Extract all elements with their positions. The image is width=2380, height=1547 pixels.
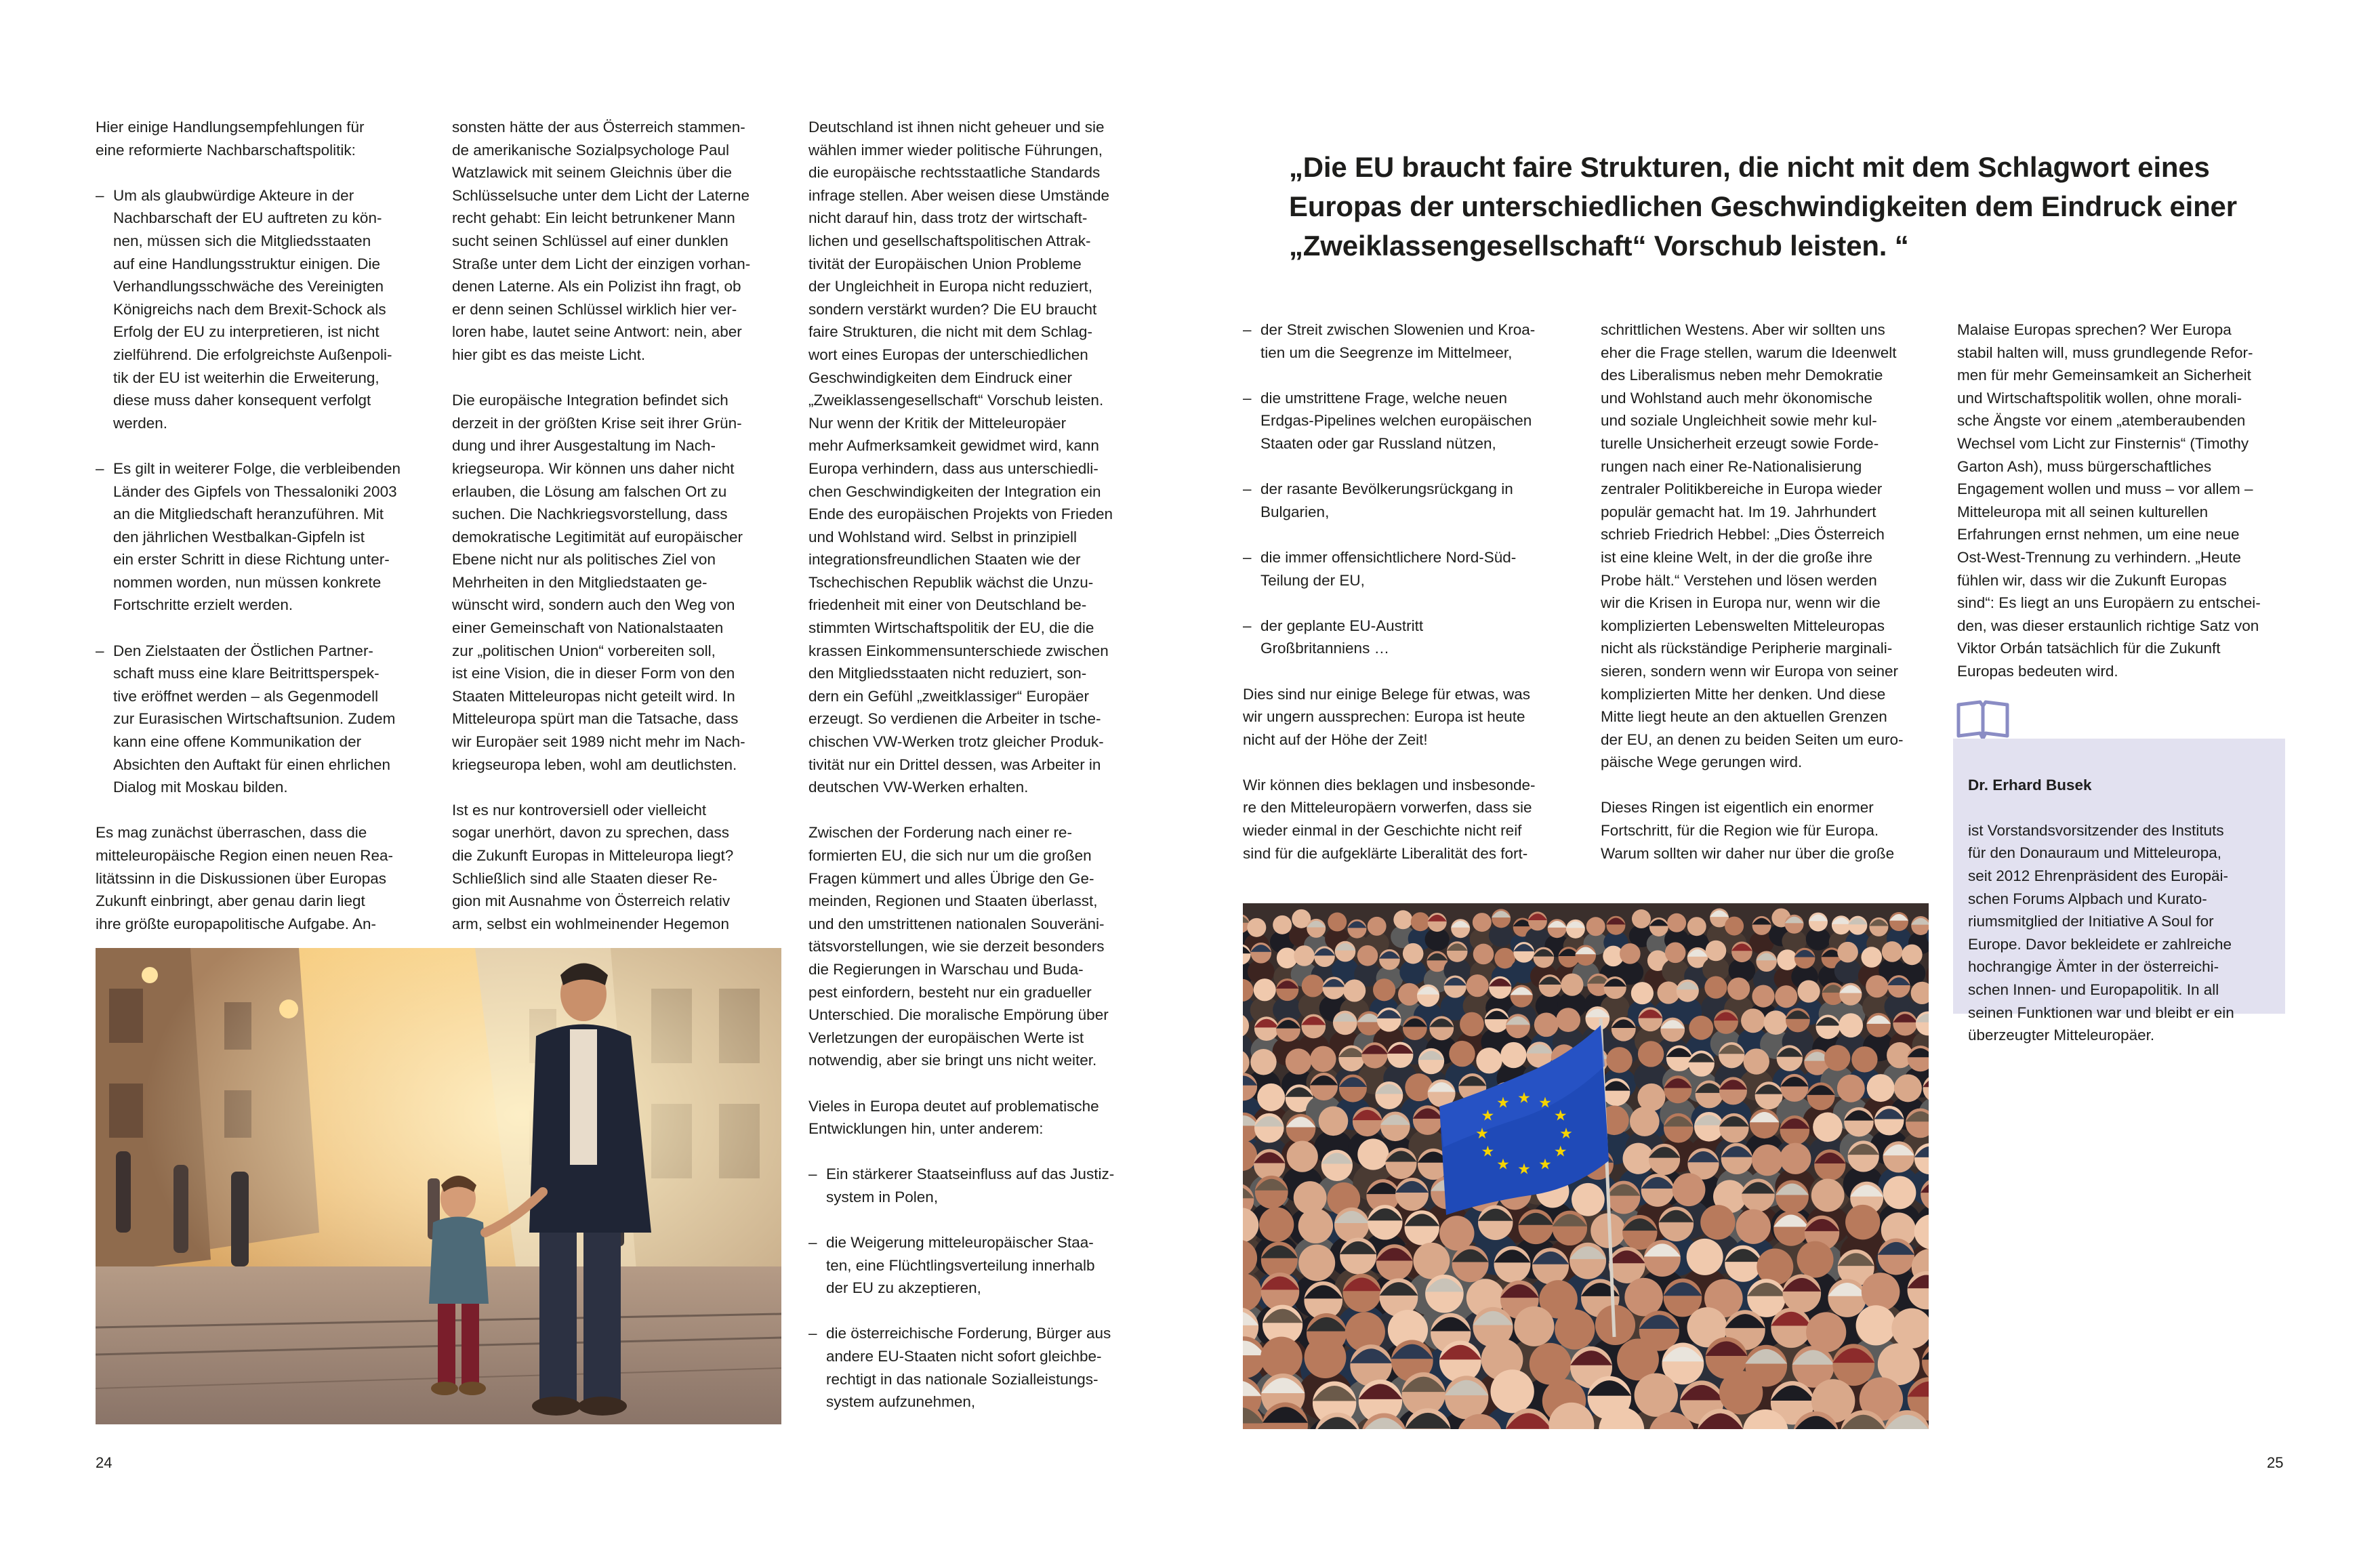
- author-info-box: [1953, 739, 2285, 1044]
- author-bio: ist Vorstandsvorsitzender des Instituts für den Donauraum und Mitteleuropa, seit 2012 Ehrenpräsident des Europäi- schen Forums Alpbach und Kurato- riumsmitglied der Initiative A Soul for Europe. Davor bekleidete er zahlreiche hochrangige Ämter in der österreichi- schen Innen- und Europapolitik. In all seinen Funktionen war und bleibt er ein überzeugter Mitteleuropäer.: [1968, 821, 2234, 1044]
- paragraph: Ist es nur kontroversiell oder vielleicht sogar unerhört, davon zu sprechen, dass die Zukunft Europas in Mitteleuropa liegt? Schließlich sind alle Staaten dieser Re- gion mit Ausnahme von Österreich relativ arm, selbst ein wohlmeinender Hegemon: [452, 801, 734, 932]
- list-item: – Den Zielstaaten der Östlichen Partner- schaft muss eine klare Beitrittsperspek- tive eröffnet werden – als Gegenmodell zur Eurasischen Wirtschaftsunion. Zudem kann eine offene Kommunikation der Absichten den Auftakt für einen ehrlichen Dialog mit Moskau bilden.: [96, 640, 434, 799]
- paragraph: Hier einige Handlungsempfehlungen für eine reformierte Nachbarschaftspolitik:: [96, 119, 365, 159]
- left-column-2: [452, 116, 791, 935]
- svg-text:★: ★: [1553, 1143, 1567, 1161]
- paragraph: Zwischen der Forderung nach einer re- formierten EU, die sich nur um die großen Fragen kümmert und alles Übrige den Ge- meinden, Regionen und Staaten überlasst, und den umstrittenen nationalen Souveräni- tätsvorstellungen, wie sie derzeit besonders die Regierungen in Warschau und Buda- pest einfordern, besteht nur ein gradueller Unterschied. Die moralische Empörung über Verletzungen der europäischen Werte ist notwendig, aber sie bringt uns nicht weiter.: [808, 824, 1109, 1069]
- page-number: 25: [2267, 1454, 2284, 1471]
- development-list: [808, 1163, 1147, 1414]
- right-page: [1190, 0, 2380, 1547]
- left-column-1: [96, 116, 434, 935]
- paragraph: Dieses Ringen ist eigentlich ein enormer Fortschritt, für die Region wie für Europa. Warum sollten wir daher nur über die große: [1601, 799, 1895, 862]
- list-item: – Ein stärkerer Staatseinfluss auf das Justiz- system in Polen,: [808, 1163, 1147, 1208]
- photo-crowd-eu-flag: [1243, 903, 1929, 1429]
- pull-quote: „Die EU braucht faire Strukturen, die nicht mit dem Schlagwort eines Europas der unterschiedlichen Geschwindigkeiten dem Eindruck einer „Zweiklassengesellschaft“ Vorschub leisten. “: [1289, 151, 2237, 262]
- paragraph: Es mag zunächst überraschen, dass die mitteleuropäische Region einen neuen Rea- litätssinn in die Diskussionen über Europas Zukunft einbringt, aber genau darin liegt ihre größte europapolitische Aufgabe. An-: [96, 824, 394, 932]
- list-item: – die umstrittene Frage, welche neuen Erdgas-Pipelines welchen europäischen Staaten oder gar Russland nützen,: [1243, 387, 1582, 455]
- page-number: 24: [96, 1454, 112, 1471]
- svg-text:★: ★: [1496, 1094, 1510, 1112]
- list-item: – der Streit zwischen Slowenien und Kroa- tien um die Seegrenze im Mittelmeer,: [1243, 318, 1582, 364]
- photo-father-and-son: [96, 948, 781, 1424]
- svg-text:★: ★: [1517, 1090, 1531, 1107]
- list-item: – die Weigerung mitteleuropäischer Staa- ten, eine Flüchtlingsverteilung innerhalb der EU zu akzeptieren,: [808, 1231, 1147, 1300]
- paragraph: Malaise Europas sprechen? Wer Europa stabil halten will, muss grundlegende Refor- men für mehr Gemeinsamkeit an Sicherheit und Wirtschaftspolitik wollen, ohne morali- sche Ängste vor einem „atemberaubenden Wechsel vom Licht zur Finsternis“ (Timothy Garton Ash), muss bürgerschaftliches Engagement wollen und muss – vor allem – Mitteleuropa mit all seinen kulturellen Erfahrungen ernst nehmen, um eine neue Ost-West-Trennung zu verhindern. „Heute fühlen wir, dass wir die Zukunft Europas sind“: Es liegt an uns Europäern zu entschei- den, was dieser erstaunlich richtige Satz von Viktor Orbán tatsächlich für die Zukunft Europas bedeuten wird.: [1957, 321, 2261, 680]
- right-column-2: [1601, 318, 1940, 865]
- development-list-continued: [1243, 318, 1582, 660]
- paragraph: Wir können dies beklagen und insbesonde- re den Mitteleuropäern vorwerfen, dass sie wieder einmal in der Geschichte nicht reif sind für die aufgeklärte Liberalität des fort-: [1243, 776, 1536, 862]
- svg-text:★: ★: [1559, 1126, 1573, 1142]
- left-column-3: [808, 116, 1147, 1436]
- svg-text:★: ★: [1496, 1156, 1510, 1174]
- svg-text:★: ★: [1517, 1161, 1531, 1178]
- paragraph: Dies sind nur einige Belege für etwas, was wir ungern aussprechen: Europa ist heute nicht auf der Höhe der Zeit!: [1243, 685, 1530, 748]
- list-item: – Um als glaubwürdige Akteure in der Nachbarschaft der EU auftreten zu kön- nen, müssen sich die Mitgliedsstaaten auf eine Handlungsstruktur einigen. Die Verhandlungsschwäche des Vereinigten Königreichs nach dem Brexit-Schock als Erfolg der EU zu interpretieren, ist nicht zielführend. Die erfolgreichste Außenpoli- tik der EU ist weiterhin die Erweiterung, diese muss daher konsequent verfolgt werden.: [96, 184, 434, 435]
- list-item: – der geplante EU-Austritt Großbritanniens …: [1243, 615, 1582, 660]
- paragraph: Die europäische Integration befindet sich derzeit in der größten Krise seit ihrer Grün- dung und ihrer Ausgestaltung im Nach- kriegseuropa. Wir können uns daher nicht erlauben, die Lösung am falschen Ort zu suchen. Die Nachkriegsvorstellung, dass demokratische Legitimität auf europäischer Ebene nicht nur als politisches Ziel von Mehrheiten in den Mitgliedstaaten ge- wünscht wird, sondern auch den Weg von einer Gemeinschaft von Nationalstaaten zur „politischen Union“ vorbereiten soll, ist eine Vision, die in dieser Form von den Staaten Mitteleuropas nicht geteilt wird. In Mitteleuropa spürt man die Tatsache, dass wir Europäer seit 1989 nicht mehr im Nach- kriegseuropa leben, wohl am deutlichsten.: [452, 392, 745, 773]
- paragraph: Deutschland ist ihnen nicht geheuer und sie wählen immer wieder politische Führungen, die europäische rechtsstaatliche Standards infrage stellen. Aber weisen diese Umstände nicht darauf hin, dass trotz der wirtschaft- lichen und gesellschaftspolitischen Attrak- tivität der Europäischen Union Probleme der Ungleichheit in Europa nicht reduziert, sondern verstärkt wurden? Die EU braucht faire Strukturen, die nicht mit dem Schlag- wort eines Europas der unterschiedlichen Geschwindigkeiten dem Eindruck einer „Zweiklassengesellschaft“ Vorschub leisten. Nur wenn der Kritik der Mitteleuropäer mehr Aufmerksamkeit gewidmet wird, kann Europa verhindern, dass aus unterschiedli- chen Geschwindigkeiten der Integration ein Ende des europäischen Projekts von Frieden und Wohlstand wird. Selbst in prinzipiell integrationsfreundlichen Staaten wie der Tschechischen Republik wächst die Unzu- friedenheit mit einer von Deutschland be- stimmten Wirtschaftspolitik der EU, die die krassen Einkommensunterschiede zwischen den Mitgliedsstaaten nicht reduziert, son- dern ein Gefühl „zweitklassiger“ Europäer erzeugt. So verdienen die Arbeiter in tsche- chischen VW-Werken trotz gleicher Produk- tivität nur ein Drittel dessen, was Arbeiter in deutschen VW-Werken erhalten.: [808, 119, 1113, 796]
- svg-text:★: ★: [1481, 1143, 1495, 1161]
- svg-text:★: ★: [1475, 1126, 1489, 1142]
- paragraph: sonsten hätte der aus Österreich stammen- de amerikanische Sozialpsychologe Paul Watzlawick mit seinem Gleichnis über die Schlüsselsuche unter dem Licht der Laterne recht gehabt: Ein leicht betrunkener Mann sucht seinen Schlüssel auf einer dunklen Straße unter dem Licht der einzigen vorhan- denen Laterne. Als ein Polizist ihn fragt, ob er denn seinen Schlüssel wirklich hier ver- loren habe, lautet seine Antwort: nein, aber hier gibt es das meiste Licht.: [452, 119, 751, 363]
- list-item: – die österreichische Forderung, Bürger aus andere EU-Staaten nicht sofort gleichbe- rechtigt in das nationale Sozialleistungs- system aufzunehmen,: [808, 1322, 1147, 1413]
- list-item: – der rasante Bevölkerungsrückgang in Bulgarien,: [1243, 478, 1582, 523]
- open-book-icon: [1954, 699, 2011, 741]
- svg-text:★: ★: [1538, 1094, 1552, 1112]
- right-column-3: [1957, 318, 2296, 683]
- svg-text:★: ★: [1481, 1107, 1495, 1125]
- author-name: Dr. Erhard Busek: [1968, 776, 2092, 793]
- list-item: – Es gilt in weiterer Folge, die verbleibenden Länder des Gipfels von Thessaloniki 2003 an die Mitgliedschaft heranzuführen. Mit den jährlichen Westbalkan-Gipfeln ist ein erster Schritt in diese Richtung unter- nommen worden, nun müssen konkrete Fortschritte erzielt werden.: [96, 457, 434, 617]
- right-column-1: [1243, 318, 1582, 865]
- paragraph: schrittlichen Westens. Aber wir sollten uns eher die Frage stellen, warum die Ideenwelt des Liberalismus neben mehr Demokratie und Wohlstand auch mehr ökonomische und soziale Ungleichheit sowie mehr kul- turelle Unsicherheit erzeugt sowie Forde- rungen nach einer Re-Nationalisierung zentraler Politikbereiche in Europa wieder populär gemacht hat. Im 19. Jahrhundert schrieb Friedrich Hebbel: „Dies Österreich ist eine kleine Welt, in der die große ihre Probe hält.“ Verstehen und lösen werden wir die Krisen in Europa nur, wenn wir die komplizierten Lebenswelten Mitteleuropas nicht als rückständige Peripherie marginali- sieren, sondern wenn wir Europa von seiner komplizierten Mitte her denken. Und diese Mitte liegt heute an den aktuellen Grenzen der EU, an denen zu beiden Seiten um euro- päische Wege gerungen wird.: [1601, 321, 1904, 771]
- svg-text:★: ★: [1553, 1107, 1567, 1125]
- recommendation-list: [96, 184, 434, 799]
- svg-text:★: ★: [1538, 1156, 1552, 1174]
- list-item: – die immer offensichtlichere Nord-Süd- Teilung der EU,: [1243, 546, 1582, 592]
- paragraph: Vieles in Europa deutet auf problematische Entwicklungen hin, unter anderem:: [808, 1097, 1099, 1138]
